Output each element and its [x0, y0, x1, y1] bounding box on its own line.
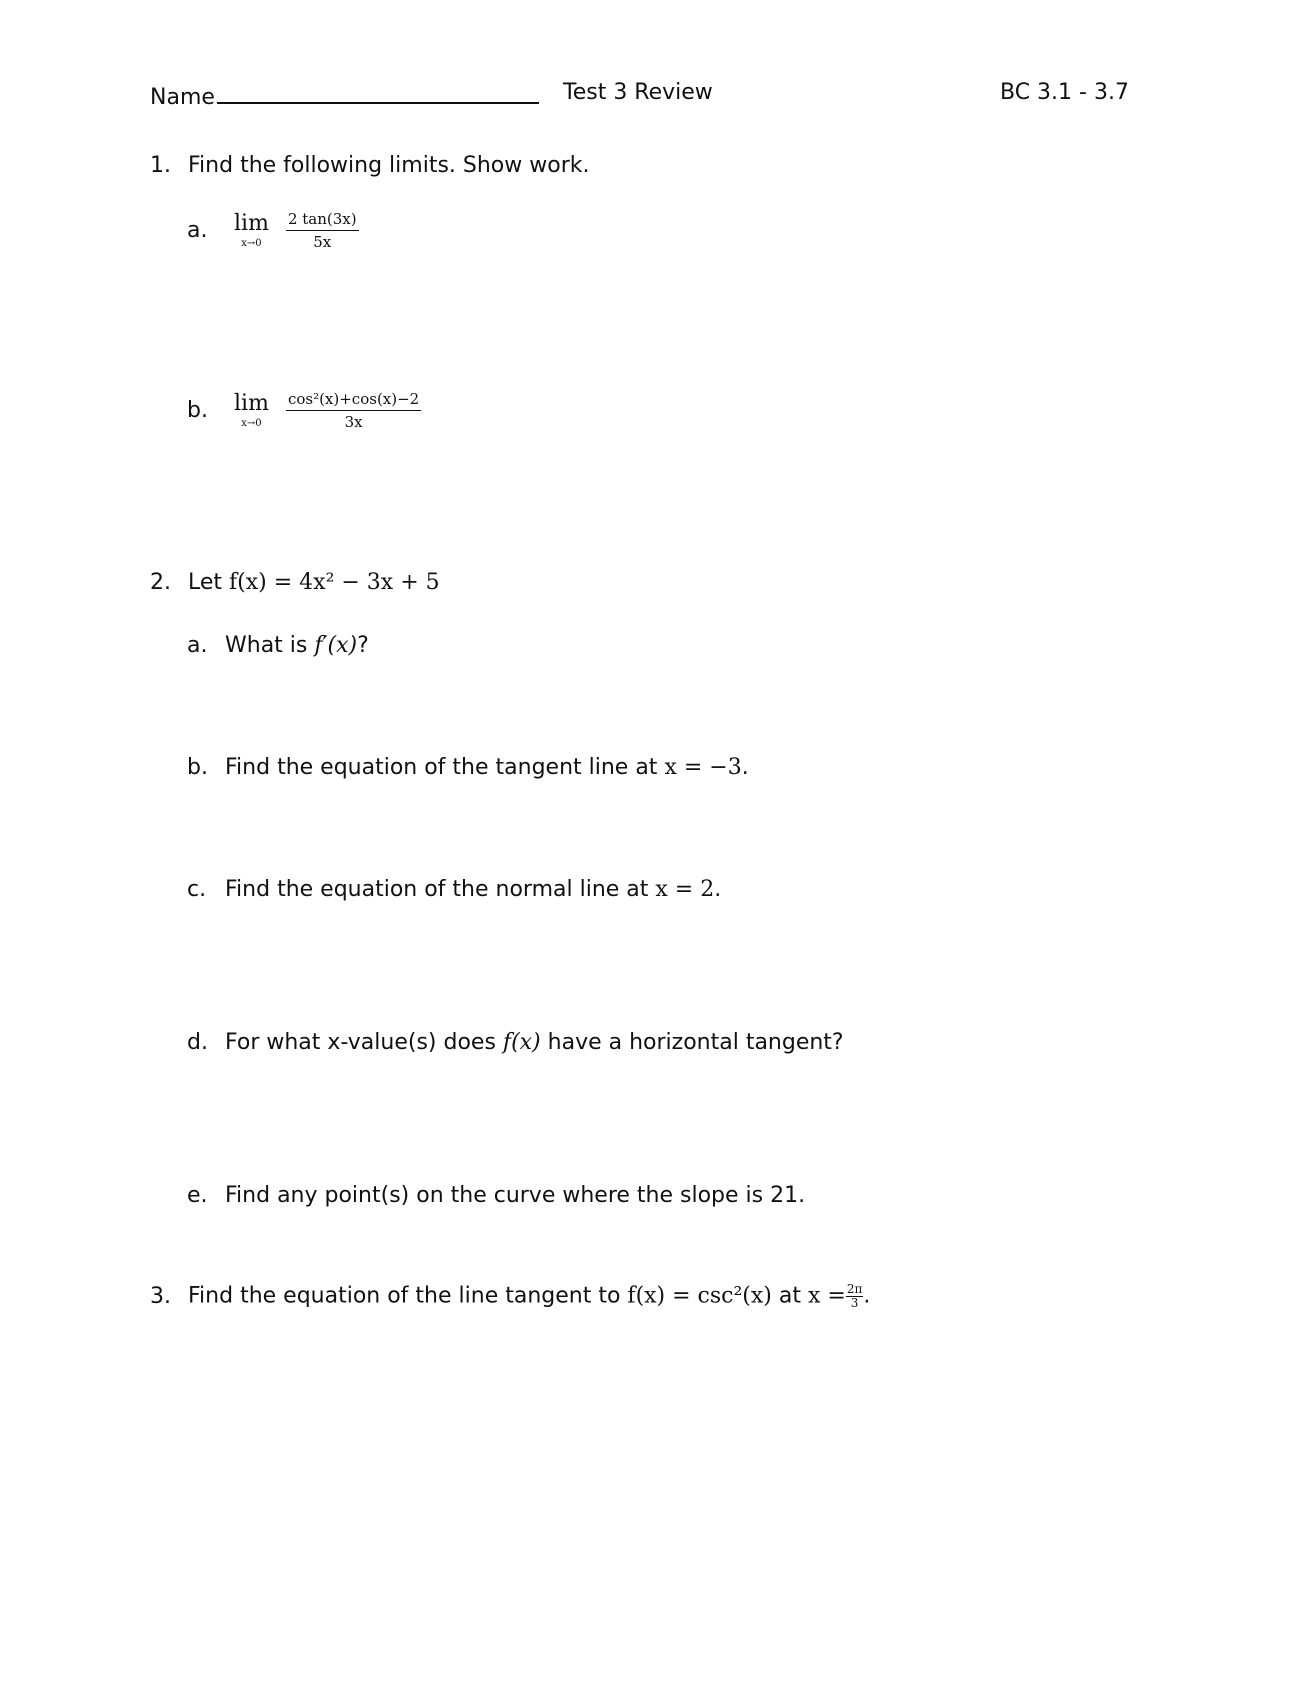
question-3: 3. Find the equation of the line tangent to f(x) = csc²(x) at x = $\frac{2\pi}{3}$ . [150, 1282, 871, 1311]
fraction-denominator: 5x [313, 233, 332, 251]
question-2-number: 2. [150, 570, 171, 595]
fraction-numerator: 2 tan(3x) [286, 210, 359, 231]
function-reference: f(x) [502, 1030, 541, 1055]
limit-fraction [286, 210, 359, 251]
question-2d-label: d. [187, 1030, 208, 1055]
question-2b: b. Find the equation of the tangent line at x = −3. [187, 755, 749, 780]
question-2a-text: What is [225, 633, 308, 658]
question-2a-label: a. [187, 633, 208, 658]
question-1b-label: b. [187, 398, 208, 423]
question-2e-label: e. [187, 1183, 208, 1208]
question-2c-text: Find the equation of the normal line at [225, 877, 649, 902]
limit-operator: lim x→0 [234, 210, 269, 249]
question-1-text: Find the following limits. Show work. [188, 153, 590, 178]
question-1 [150, 153, 590, 178]
x-value-fraction: $\frac{2\pi}{3}$ [846, 1282, 863, 1311]
limit-operator: lim x→0 [234, 390, 269, 429]
name-blank-line [217, 80, 539, 104]
question-2c-label: c. [187, 877, 207, 902]
question-1a [187, 210, 359, 251]
name-label: Name [150, 85, 215, 110]
question-2b-label: b. [187, 755, 208, 780]
x-value: x = −3 [664, 755, 742, 780]
x-value: x = 2 [655, 877, 715, 902]
name-field [150, 80, 539, 110]
question-1b [187, 390, 421, 431]
function-definition: f(x) = csc²(x) [627, 1283, 772, 1309]
x-equals: x = [808, 1283, 846, 1309]
question-1-number: 1. [150, 153, 171, 178]
question-1a-label: a. [187, 218, 208, 243]
limit-fraction [286, 390, 421, 431]
question-2d: d. For what x-value(s) does f(x) have a horizontal tangent? [187, 1030, 844, 1055]
page-title: Test 3 Review [563, 80, 713, 105]
question-2 [150, 570, 440, 595]
question-3-number: 3. [150, 1283, 171, 1309]
question-2e [187, 1183, 805, 1208]
question-2d-text: For what x-value(s) does [225, 1030, 496, 1055]
function-definition: f(x) = 4x² − 3x + 5 [229, 570, 440, 595]
question-3-text: Find the equation of the line tangent to [188, 1283, 621, 1309]
question-2e-text: Find any point(s) on the curve where the slope is 21. [225, 1183, 806, 1208]
question-2c: c. Find the equation of the normal line at x = 2. [187, 877, 722, 902]
fraction-numerator: cos²(x)+cos(x)−2 [286, 390, 421, 411]
question-2-text: Let [188, 570, 223, 595]
question-2b-text: Find the equation of the tangent line at [225, 755, 658, 780]
derivative-expression: f′(x) [314, 633, 358, 658]
question-2a: a. What is f′(x)? [187, 633, 369, 658]
fraction-denominator: 3x [344, 413, 363, 431]
course-code: BC 3.1 - 3.7 [1000, 80, 1129, 105]
